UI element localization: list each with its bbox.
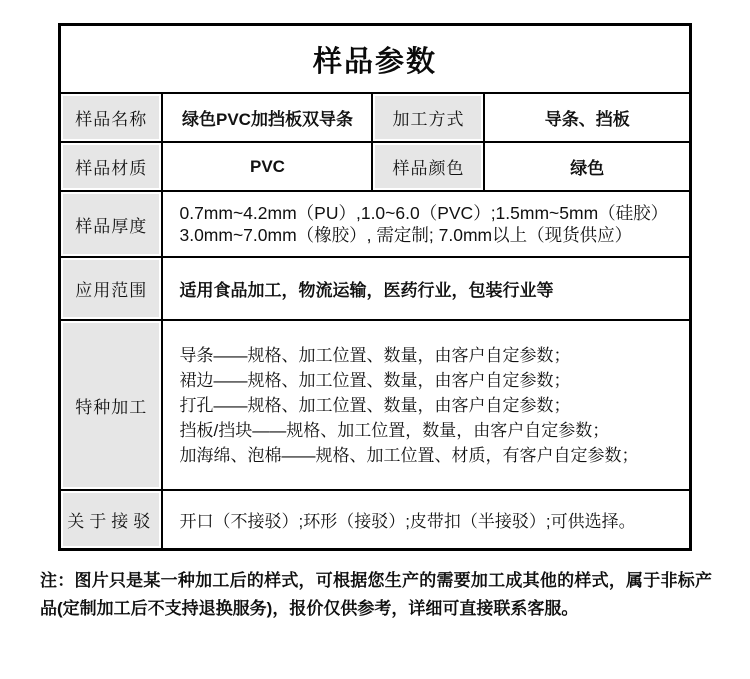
sample-thickness-value — [162, 191, 690, 257]
row-sample-name — [59, 93, 690, 142]
processing-method-value: 导条、挡板 — [484, 93, 690, 142]
sample-color-label: 样品颜色 — [372, 142, 484, 191]
processing-method-label: 加工方式 — [372, 93, 484, 142]
title-row — [59, 25, 690, 94]
sample-color-value: 绿色 — [484, 142, 690, 191]
special-processing-line-5: 加海绵、泡棉——规格、加工位置、材质，有客户自定参数； — [179, 445, 639, 465]
row-sample-material — [59, 142, 690, 191]
thickness-line-2: 3.0mm~7.0mm（橡胶）, 需定制; 7.0mm以上（现货供应） — [179, 225, 633, 245]
sample-material-label: 样品材质 — [59, 142, 162, 191]
row-application-scope — [59, 257, 690, 320]
row-splicing — [59, 490, 690, 549]
row-sample-thickness — [59, 191, 690, 257]
sample-material-value: PVC — [162, 142, 372, 191]
special-processing-value — [162, 320, 690, 490]
application-scope-value: 适用食品加工，物流运输，医药行业，包装行业等 — [162, 257, 690, 320]
special-processing-line-3: 打孔——规格、加工位置、数量，由客户自定参数； — [179, 395, 571, 415]
special-processing-line-4: 挡板/挡块——规格、加工位置，数量，由客户自定参数； — [179, 420, 610, 440]
sample-name-value: 绿色PVC加挡板双导条 — [162, 93, 372, 142]
special-processing-line-2: 裙边——规格、加工位置、数量，由客户自定参数； — [179, 370, 571, 390]
sample-name-label: 样品名称 — [59, 93, 162, 142]
spec-table — [58, 23, 692, 551]
sample-thickness-label: 样品厚度 — [59, 191, 162, 257]
thickness-line-1: 0.7mm~4.2mm（PU）,1.0~6.0（PVC）;1.5mm~5mm（硅胶） — [179, 203, 669, 223]
row-special-processing — [59, 320, 690, 490]
special-processing-line-1: 导条——规格、加工位置、数量，由客户自定参数； — [179, 345, 571, 365]
special-processing-label: 特种加工 — [59, 320, 162, 490]
splicing-value: 开口（不接驳）;环形（接驳）;皮带扣（半接驳）;可供选择。 — [162, 490, 690, 549]
application-scope-label: 应用范围 — [59, 257, 162, 320]
footnote-text: 注：图片只是某一种加工后的样式，可根据您生产的需要加工成其他的样式，属于非标产品(定制加工后不支持退换服务)，报价仅供参考，详细可直接联系客服。 — [40, 570, 712, 618]
page-title: 样品参数 — [59, 25, 690, 94]
splicing-label: 关于接驳 — [59, 490, 162, 549]
